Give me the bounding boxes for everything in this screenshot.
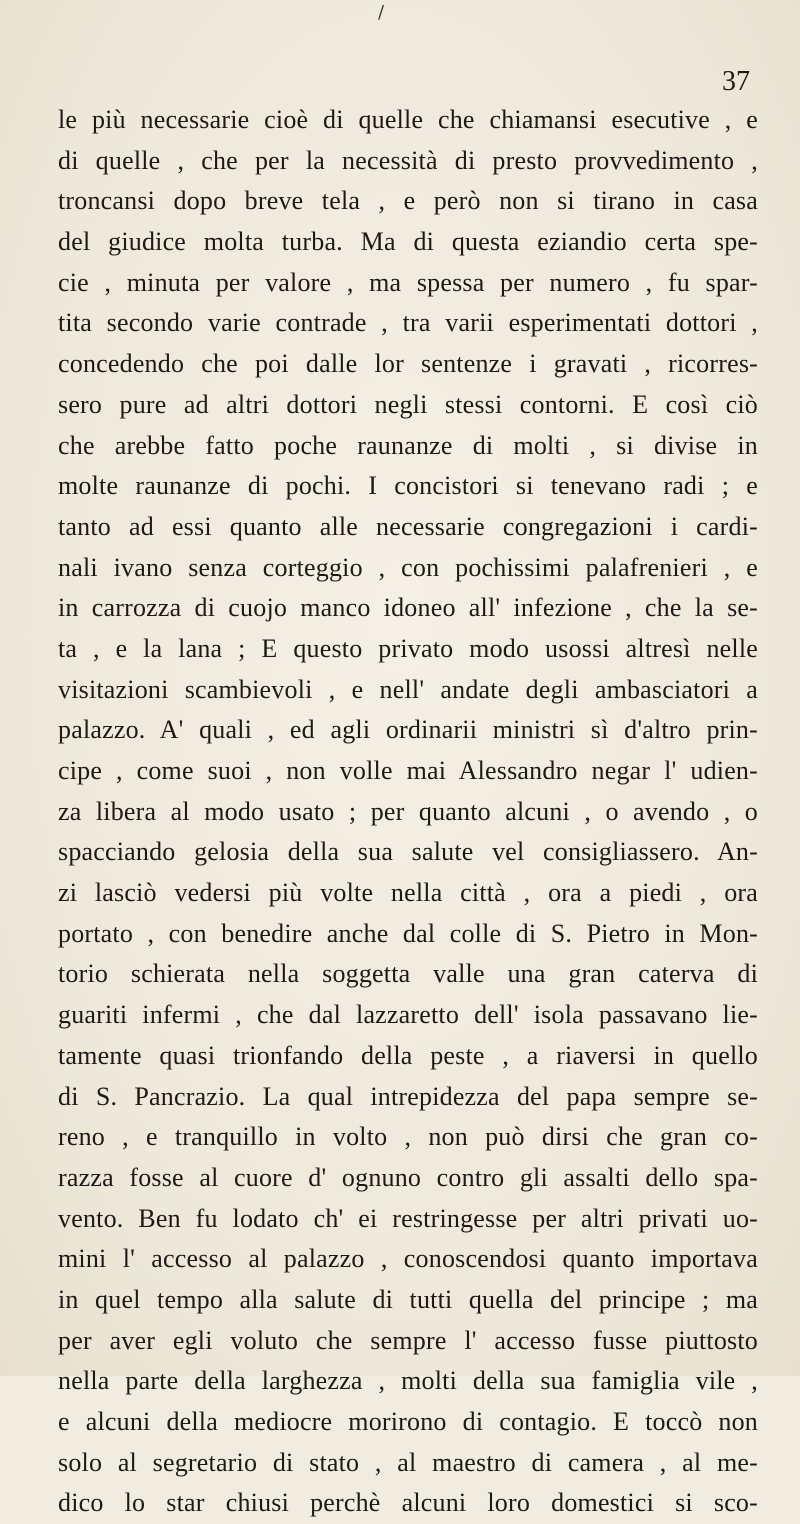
text-line: le più necessarie cioè di quelle che chiamansi esecutive , e — [58, 105, 758, 134]
text-line: di quelle , che per la necessità di presto provvedimento , — [58, 145, 758, 175]
text-line: tamente quasi trionfando della peste , a riaversi in quello — [58, 1040, 758, 1070]
text-line: troncansi dopo breve tela , e però non si tirano in casa — [58, 186, 758, 216]
text-line: cipe , come suoi , non volle mai Alessandro negar l' udien- — [58, 756, 758, 785]
text-line: sero pure ad altri dottori negli stessi contorni. E così ciò — [58, 389, 758, 419]
text-line: ta , e la lana ; E questo privato modo usossi altresì nelle — [58, 633, 758, 663]
text-line: molte raunanze di pochi. I concistori si tenevano radi ; e — [58, 471, 758, 501]
text-line: concedendo che poi dalle lor sentenze i gravati , ricorres- — [58, 349, 758, 379]
text-line: in carrozza di cuojo manco idoneo all' infezione , che la se- — [58, 593, 758, 623]
text-line: torio schierata nella soggetta valle una gran caterva di — [58, 959, 758, 989]
text-line: spacciando gelosia della sua salute vel consigliassero. An- — [58, 837, 758, 867]
text-line: nella parte della larghezza , molti della sua famiglia vile , — [58, 1366, 758, 1396]
text-line: nali ivano senza corteggio , con pochissimi palafrenieri , e — [58, 552, 758, 582]
body-text — [58, 100, 758, 1524]
text-line: che arebbe fatto poche raunanze di molti , si divise in — [58, 430, 758, 460]
text-line: in quel tempo alla salute di tutti quella del principe ; ma — [58, 1284, 758, 1314]
text-line: tita secondo varie contrade , tra varii esperimentati dottori , — [58, 308, 758, 338]
text-line: cie , minuta per valore , ma spessa per numero , fu spar- — [58, 267, 758, 297]
text-line: dico lo star chiusi perchè alcuni loro domestici si sco- — [58, 1488, 758, 1518]
text-line: razza fosse al cuore d' ognuno contro gli assalti dello spa- — [58, 1162, 758, 1192]
text-line: solo al segretario di stato , al maestro di camera , al me- — [58, 1447, 758, 1477]
text-line: palazzo. A' quali , ed agli ordinarii ministri sì d'altro prin- — [58, 715, 758, 745]
page-number: 37 — [722, 66, 750, 97]
text-line: mini l' accesso al palazzo , conoscendosi quanto importava — [58, 1244, 758, 1274]
text-line: per aver egli voluto che sempre l' accesso fusse piuttosto — [58, 1325, 758, 1355]
text-line: tanto ad essi quanto alle necessarie congregazioni i cardi- — [58, 511, 758, 541]
text-line: visitazioni scambievoli , e nell' andate degli ambasciatori a — [58, 674, 758, 704]
text-line: e alcuni della mediocre morirono di contagio. E toccò non — [58, 1407, 758, 1436]
text-line: di S. Pancrazio. La qual intrepidezza del papa sempre se- — [58, 1081, 758, 1111]
text-line: reno , e tranquillo in volto , non può dirsi che gran co- — [58, 1122, 758, 1152]
text-line: guariti infermi , che dal lazzaretto dell' isola passavano lie- — [58, 1000, 758, 1030]
text-line: del giudice molta turba. Ma di questa eziandio certa spe- — [58, 227, 758, 257]
text-line: za libera al modo usato ; per quanto alcuni , o avendo , o — [58, 796, 758, 826]
text-line: zi lasciò vedersi più volte nella città , ora a piedi , ora — [58, 878, 758, 908]
text-line: portato , con benedire anche dal colle di S. Pietro in Mon- — [58, 918, 758, 948]
text-line: vento. Ben fu lodato ch' ei restringesse per altri privati uo- — [58, 1203, 758, 1233]
top-margin-mark: / — [378, 2, 385, 23]
